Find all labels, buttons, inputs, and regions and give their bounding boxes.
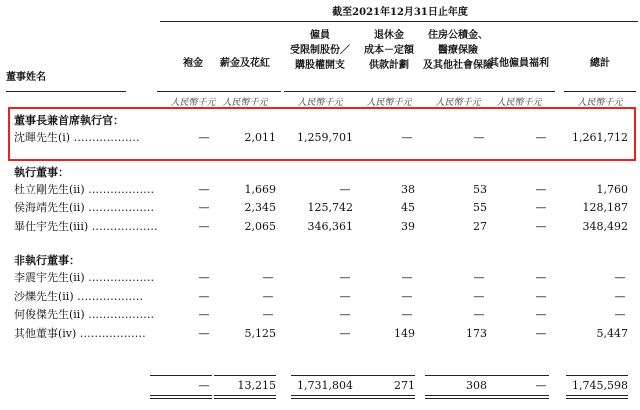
table-cell: — [339, 308, 351, 321]
highlight-box [8, 107, 636, 161]
table-cell: — [614, 271, 626, 284]
table-cell: 27 [473, 219, 487, 233]
section-title: 執行董事： [14, 165, 69, 179]
table-cell: 55 [473, 201, 487, 214]
total-double-rule [566, 395, 628, 396]
column-header-total: 總計 [590, 58, 610, 69]
table-cell: — [339, 326, 351, 340]
table-cell: 128,187 [582, 201, 628, 214]
table-cell: 38 [401, 182, 415, 196]
table-cell: 2,345 [244, 201, 276, 214]
row-name: 何俊傑先生(ii) ……………… [14, 308, 155, 321]
unit-label-total: 人民幣千元 [577, 98, 623, 108]
table-cell: — [198, 271, 210, 284]
table-cell: — [535, 326, 547, 340]
table-cell: — [614, 308, 626, 321]
section-title: 非執行董事： [14, 254, 80, 267]
table-cell: — [198, 219, 210, 233]
table-cell: — [198, 131, 210, 144]
table-cell: — [473, 131, 485, 144]
row-name: 沈暉先生(i) ……………… [14, 131, 140, 144]
header-rule-pension [353, 91, 425, 92]
table-cell: 1,760 [596, 182, 628, 196]
table-cell: — [262, 271, 274, 284]
row-name: 沙爍先生(ii) ……………… [14, 289, 144, 303]
table-cell: 2,011 [244, 131, 276, 144]
table-cell: — [473, 308, 485, 321]
total-double-rule [487, 395, 549, 396]
total-double-rule [150, 398, 212, 399]
table-cell: 149 [394, 326, 415, 340]
table-cell: 5,125 [244, 326, 276, 340]
table-cell: — [262, 289, 274, 303]
table-cell: — [535, 201, 547, 214]
period-rule [160, 21, 638, 22]
table-cell: 5,447 [596, 326, 628, 340]
table-cell: — [614, 289, 626, 303]
total-double-rule [425, 395, 487, 396]
unit-label-salary: 人民幣千元 [222, 98, 268, 108]
column-header-housing: 住房公積金、 醫療保險 及其他社會保險 [423, 30, 493, 71]
table-cell: 1,259,701 [297, 131, 353, 144]
table-cell: — [198, 201, 210, 214]
subtotal-rule [425, 375, 487, 376]
table-cell: 1,669 [244, 182, 276, 196]
unit-label-share: 人民幣千元 [297, 98, 343, 108]
table-cell: — [535, 289, 547, 303]
table-cell: — [401, 308, 413, 321]
total-double-rule [291, 398, 353, 399]
total-double-rule [566, 398, 628, 399]
column-header-share: 僱員 受限制股份／ 購股權開支 [290, 30, 350, 71]
table-cell: — [473, 271, 485, 284]
row-name: 畢仕宇先生(iii) ……………… [14, 219, 158, 233]
table-cell: 2,065 [244, 219, 276, 233]
total-double-rule [150, 395, 212, 396]
subtotal-rule [291, 375, 353, 376]
total-double-rule [425, 398, 487, 399]
total-cell: 13,215 [237, 379, 276, 392]
table-cell: — [473, 289, 485, 303]
table-cell: — [262, 308, 274, 321]
table-cell: — [198, 182, 210, 196]
row-name: 李震宇先生(ii) ……………… [14, 271, 155, 284]
unit-label-housing: 人民幣千元 [435, 98, 481, 108]
total-double-rule [214, 395, 276, 396]
subtotal-rule [214, 375, 276, 376]
table-cell: — [339, 289, 351, 303]
column-header-pension: 退休金 成本－定額 供款計劃 [364, 30, 414, 71]
row-name: 其他董事(iv) ……………… [14, 326, 146, 340]
total-cell: 271 [394, 379, 415, 392]
table-cell: — [535, 131, 547, 144]
table-cell: — [198, 326, 210, 340]
total-double-rule [214, 398, 276, 399]
total-double-rule [353, 398, 415, 399]
total-double-rule [291, 395, 353, 396]
table-cell: — [198, 289, 210, 303]
table-cell: — [535, 271, 547, 284]
table-cell: — [535, 308, 547, 321]
total-cell: 1,731,804 [297, 379, 353, 392]
column-header-salary: 薪金及花紅 [220, 58, 270, 69]
table-cell: 53 [473, 182, 487, 196]
column-header-name: 董事姓名 [6, 72, 46, 83]
subtotal-rule [487, 375, 549, 376]
table-cell: — [401, 289, 413, 303]
table-cell: — [198, 308, 210, 321]
table-cell: 348,492 [582, 219, 628, 233]
period-header: 截至2021年12月31日止年度 [332, 7, 468, 18]
header-rule-other [483, 91, 555, 92]
unit-label-other: 人民幣千元 [496, 98, 542, 108]
total-cell: 308 [466, 379, 487, 392]
total-double-rule [487, 398, 549, 399]
table-cell: — [401, 271, 413, 284]
table-cell: 173 [466, 326, 487, 340]
header-rule-name [6, 91, 126, 92]
table-cell: 39 [401, 219, 415, 233]
subtotal-rule [566, 375, 628, 376]
row-name: 侯海靖先生(ii) ……………… [14, 201, 155, 214]
column-header-other: 其他僱員福利 [489, 58, 549, 69]
table-cell: 125,742 [307, 201, 353, 214]
table-cell: 45 [401, 201, 415, 214]
total-cell: — [198, 379, 210, 392]
header-rule-share [284, 91, 356, 92]
total-cell: 1,745,598 [572, 379, 628, 392]
section-title: 董事長兼首席執行官： [14, 114, 124, 127]
subtotal-rule [353, 375, 415, 376]
column-header-fee: 袍金 [183, 58, 203, 69]
total-double-rule [353, 395, 415, 396]
table-cell: — [401, 131, 413, 144]
table-cell: 346,361 [307, 219, 353, 233]
table-cell: 1,261,712 [572, 131, 628, 144]
unit-label-fee: 人民幣千元 [170, 98, 216, 108]
total-cell: — [535, 379, 547, 392]
table-cell: — [535, 182, 547, 196]
table-cell: — [339, 182, 351, 196]
row-name: 杜立剛先生(ii) ……………… [14, 182, 155, 196]
header-rule-salary [209, 91, 281, 92]
subtotal-rule [150, 375, 212, 376]
table-cell: — [535, 219, 547, 233]
unit-label-pension: 人民幣千元 [366, 98, 412, 108]
table-cell: — [339, 271, 351, 284]
header-rule-total [564, 91, 636, 92]
